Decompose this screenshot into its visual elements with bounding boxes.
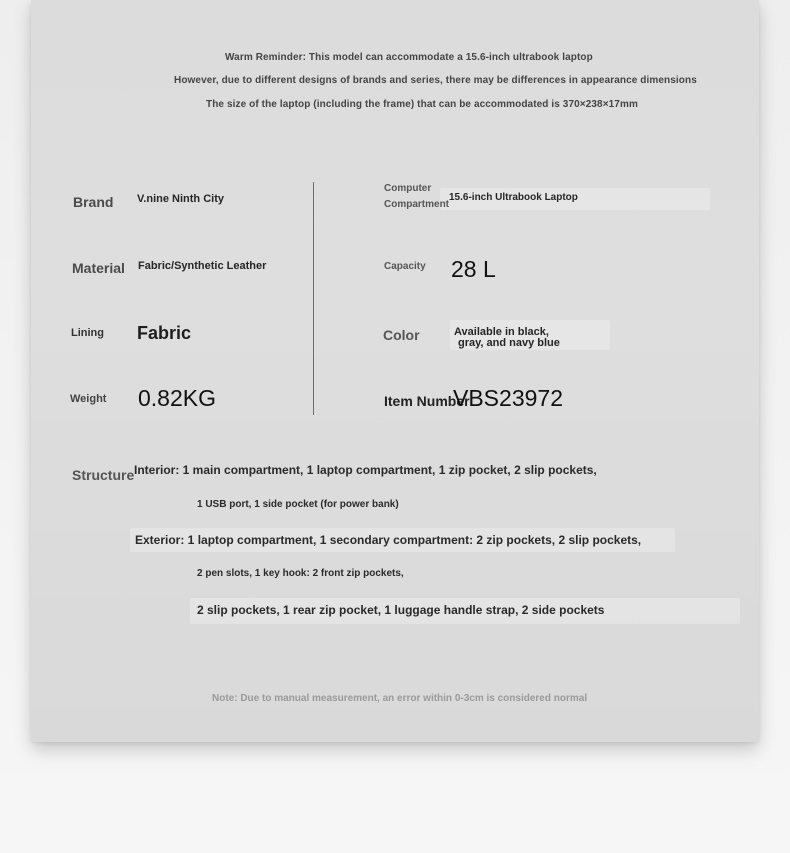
- weight-label: Weight: [70, 393, 107, 405]
- compartment-label-line-1: Computer: [384, 183, 432, 194]
- item-number-label: Item Number: [384, 393, 470, 409]
- notice-line-1: Warm Reminder: This model can accommodate a 15.6-inch ultrabook laptop: [225, 52, 593, 63]
- color-value-line-1: Available in black,: [454, 326, 549, 338]
- structure-exterior-line-1: Exterior: 1 laptop compartment, 1 secondary compartment: 2 zip pockets, 2 slip pockets,: [135, 533, 642, 547]
- structure-exterior-line-3: 2 slip pockets, 1 rear zip pocket, 1 luggage handle strap, 2 side pockets: [197, 603, 605, 617]
- capacity-label: Capacity: [384, 261, 426, 272]
- structure-interior-line-2: 1 USB port, 1 side pocket (for power bank): [197, 499, 399, 510]
- color-value-line-2: gray, and navy blue: [458, 337, 560, 349]
- material-value: Fabric/Synthetic Leather: [138, 260, 267, 272]
- color-label: Color: [383, 327, 420, 343]
- compartment-value: 15.6-inch Ultrabook Laptop: [449, 192, 578, 203]
- spec-card: [31, 0, 759, 742]
- brand-label: Brand: [73, 194, 114, 210]
- measurement-footnote: Note: Due to manual measurement, an error within 0-3cm is considered normal: [212, 693, 588, 704]
- material-label: Material: [72, 260, 125, 276]
- notice-line-2: However, due to different designs of brands and series, there may be differences in appearance dimensions: [174, 75, 697, 86]
- structure-interior-line-1: Interior: 1 main compartment, 1 laptop compartment, 1 zip pocket, 2 slip pockets,: [134, 463, 597, 477]
- lining-label: Lining: [71, 327, 104, 339]
- brand-value: V.nine Ninth City: [137, 193, 224, 205]
- capacity-value: 28 L: [451, 256, 496, 282]
- lining-value: Fabric: [137, 323, 192, 343]
- structure-exterior-line-2: 2 pen slots, 1 key hook: 2 front zip pockets,: [197, 568, 404, 579]
- compartment-label-line-2: Compartment: [384, 199, 450, 210]
- column-divider: [313, 182, 314, 415]
- notice-line-3: The size of the laptop (including the frame) that can be accommodated is 370×238×17mm: [206, 99, 638, 110]
- structure-label: Structure: [72, 467, 135, 483]
- item-number-value: VBS23972: [453, 385, 563, 411]
- weight-value: 0.82KG: [138, 385, 216, 411]
